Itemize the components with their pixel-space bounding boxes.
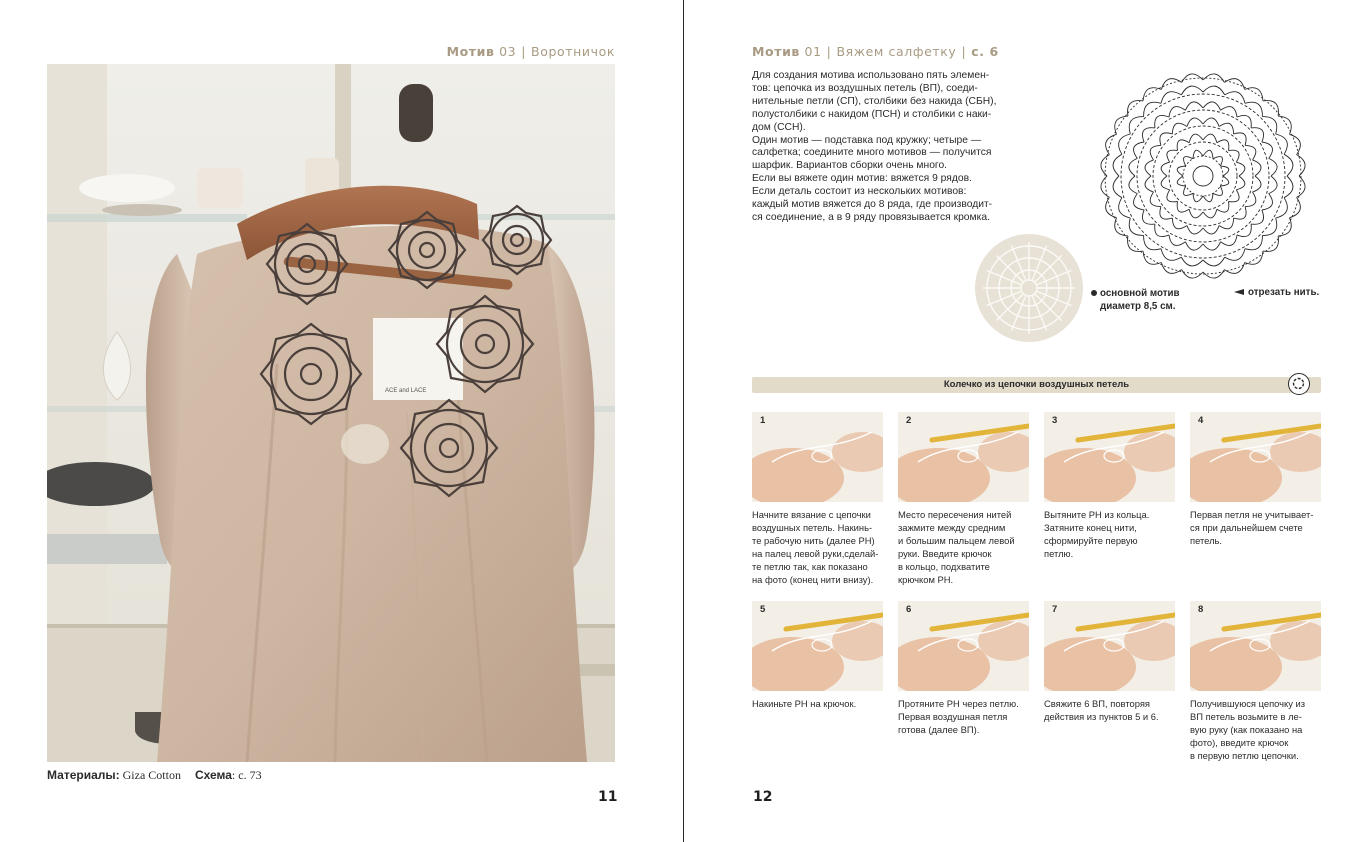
step-caption bbox=[898, 697, 1029, 736]
step-caption bbox=[1044, 697, 1175, 723]
caption-line: Первая петля не учитывает- bbox=[1190, 509, 1314, 520]
step-caption bbox=[1044, 508, 1175, 560]
caption-line: готова (далее ВП). bbox=[898, 724, 980, 735]
step-number: 3 bbox=[1052, 415, 1058, 426]
step-caption bbox=[752, 508, 883, 586]
step-photo bbox=[1190, 412, 1321, 502]
section-title: Колечко из цепочки воздушных петель bbox=[943, 379, 1130, 390]
caption-line: Первая воздушная петля bbox=[898, 711, 1008, 722]
motif-number: 03 bbox=[499, 44, 517, 59]
step-photo bbox=[752, 601, 883, 691]
motif-number: 01 bbox=[804, 44, 822, 59]
step-number: 6 bbox=[906, 604, 912, 615]
caption-line: действия из пунктов 5 и 6. bbox=[1044, 711, 1159, 722]
step-8 bbox=[1190, 601, 1321, 762]
scheme-value: : с. 73 bbox=[231, 768, 262, 782]
page-gutter bbox=[683, 0, 684, 842]
step-caption bbox=[898, 508, 1029, 586]
garment-label-text: ACE and LACE bbox=[385, 388, 427, 394]
header-title: Вяжем салфетку bbox=[836, 44, 957, 59]
doily-crochet-diagram bbox=[1085, 64, 1321, 288]
caption-line: Протяните РН через петлю. bbox=[898, 698, 1019, 709]
legend-cut-text: отрезать нить. bbox=[1248, 287, 1320, 298]
intro-line: дом (ССН). bbox=[752, 121, 806, 133]
legend-main-motif bbox=[1091, 287, 1180, 313]
caption-line: в первую петлю цепочки. bbox=[1190, 750, 1299, 761]
caption-line: Место пересечения нитей bbox=[898, 509, 1012, 520]
intro-text bbox=[752, 70, 1042, 225]
caption-line: петель. bbox=[1190, 535, 1223, 546]
step-caption bbox=[1190, 697, 1321, 762]
caption-line: крючком РН. bbox=[898, 574, 954, 585]
step-7 bbox=[1044, 601, 1175, 723]
caption-line: Вытяните РН из кольца. bbox=[1044, 509, 1150, 520]
collar-photo bbox=[47, 64, 615, 762]
step-number: 7 bbox=[1052, 604, 1058, 615]
step-6 bbox=[898, 601, 1029, 736]
caption-line: те петлю так, как показано bbox=[752, 561, 868, 572]
materials-line bbox=[47, 768, 262, 783]
caption-line: те рабочую нить (далее РН) bbox=[752, 535, 875, 546]
intro-line: Один мотив — подставка под кружку; четыре — bbox=[752, 134, 982, 146]
caption-line: воздушных петель. Накинь- bbox=[752, 522, 873, 533]
step-caption bbox=[752, 697, 883, 710]
intro-line: полустолбики с накидом (ПСН) и столбики с нaки- bbox=[752, 108, 992, 120]
step-3 bbox=[1044, 412, 1175, 560]
caption-line: и большим пальцем левой bbox=[898, 535, 1015, 546]
materials-label: Материалы: bbox=[47, 768, 120, 782]
step-number: 8 bbox=[1198, 604, 1204, 615]
intro-line: нительные петли (СП), столбики без накида (СБН), bbox=[752, 95, 997, 107]
step-photo bbox=[898, 412, 1029, 502]
step-photo bbox=[752, 412, 883, 502]
caption-line: Затяните конец нити, bbox=[1044, 522, 1137, 533]
step-photo bbox=[898, 601, 1029, 691]
doily-sample-photo bbox=[975, 234, 1083, 342]
page-number-left: 11 bbox=[598, 789, 618, 805]
step-number: 4 bbox=[1198, 415, 1204, 426]
ring-chain-icon bbox=[1288, 373, 1310, 395]
intro-line: шарфик. Вариантов сборки очень много. bbox=[752, 160, 948, 172]
right-page-header: Мотив 01 | Вяжем салфетку | с. 6 bbox=[752, 44, 999, 59]
header-title: Воротничок bbox=[531, 44, 615, 59]
intro-line: салфетка; соедините много мотивов — получится bbox=[752, 147, 992, 159]
caption-line: на палец левой руки,сделай- bbox=[752, 548, 879, 559]
step-4 bbox=[1190, 412, 1321, 547]
intro-line: Если деталь состоит из нескольких мотивов: bbox=[752, 186, 967, 198]
intro-line: каждый мотив вяжется до 8 ряда, где производит- bbox=[752, 199, 993, 211]
section-title-bar bbox=[752, 377, 1321, 393]
step-caption bbox=[1190, 508, 1321, 547]
caption-line: фото), введите крючок bbox=[1190, 737, 1289, 748]
legend-main-line1: основной мотив bbox=[1100, 288, 1180, 299]
step-photo bbox=[1190, 601, 1321, 691]
motif-word: Мотив bbox=[752, 44, 800, 59]
scheme-label: Схема bbox=[194, 768, 232, 782]
step-number: 1 bbox=[760, 415, 766, 426]
caption-line: зажмите между средним bbox=[898, 522, 1006, 533]
intro-line: тов: цепочка из воздушных петель (ВП), соеди- bbox=[752, 82, 978, 94]
step-2 bbox=[898, 412, 1029, 586]
legend-cut-thread bbox=[1234, 287, 1319, 298]
cut-thread-icon bbox=[1234, 289, 1244, 295]
caption-line: Начните вязание с цепочки bbox=[752, 509, 871, 520]
left-page-header: Мотив 03 | Воротничок bbox=[446, 44, 615, 59]
bullet-dot-icon bbox=[1091, 290, 1097, 296]
caption-line: ВП петель возьмите в ле- bbox=[1190, 711, 1302, 722]
step-number: 5 bbox=[760, 604, 766, 615]
caption-line: сформируйте первую bbox=[1044, 535, 1138, 546]
motif-word: Мотив bbox=[446, 44, 495, 59]
caption-line: Накиньте РН на крючок. bbox=[752, 698, 857, 709]
caption-line: Свяжите 6 ВП, повторяя bbox=[1044, 698, 1150, 709]
step-photo bbox=[1044, 601, 1175, 691]
intro-line: Если вы вяжете один мотив: вяжется 9 рядов. bbox=[752, 173, 972, 185]
caption-line: Получившуюся цепочку из bbox=[1190, 698, 1306, 709]
materials-value: Giza Cotton bbox=[122, 768, 181, 782]
caption-line: петлю. bbox=[1044, 548, 1074, 559]
step-1 bbox=[752, 412, 883, 586]
caption-line: руки. Введите крючок bbox=[898, 548, 992, 559]
header-page-ref: с. 6 bbox=[971, 44, 999, 59]
step-photo bbox=[1044, 412, 1175, 502]
caption-line: на фото (конец нити внизу). bbox=[752, 574, 874, 585]
intro-line: ся соединение, а в 9 ряду провязывается кромка. bbox=[752, 211, 990, 223]
step-number: 2 bbox=[906, 415, 912, 426]
legend-main-line2: диаметр 8,5 см. bbox=[1100, 301, 1176, 312]
caption-line: вую руку (как показано на bbox=[1190, 724, 1303, 735]
intro-line: Для создания мотива использовано пять элемен- bbox=[752, 70, 990, 81]
caption-line: ся при дальнейшем счете bbox=[1190, 522, 1303, 533]
caption-line: в кольцо, подхватите bbox=[898, 561, 990, 572]
step-5 bbox=[752, 601, 883, 710]
page-number-right: 12 bbox=[753, 789, 773, 805]
